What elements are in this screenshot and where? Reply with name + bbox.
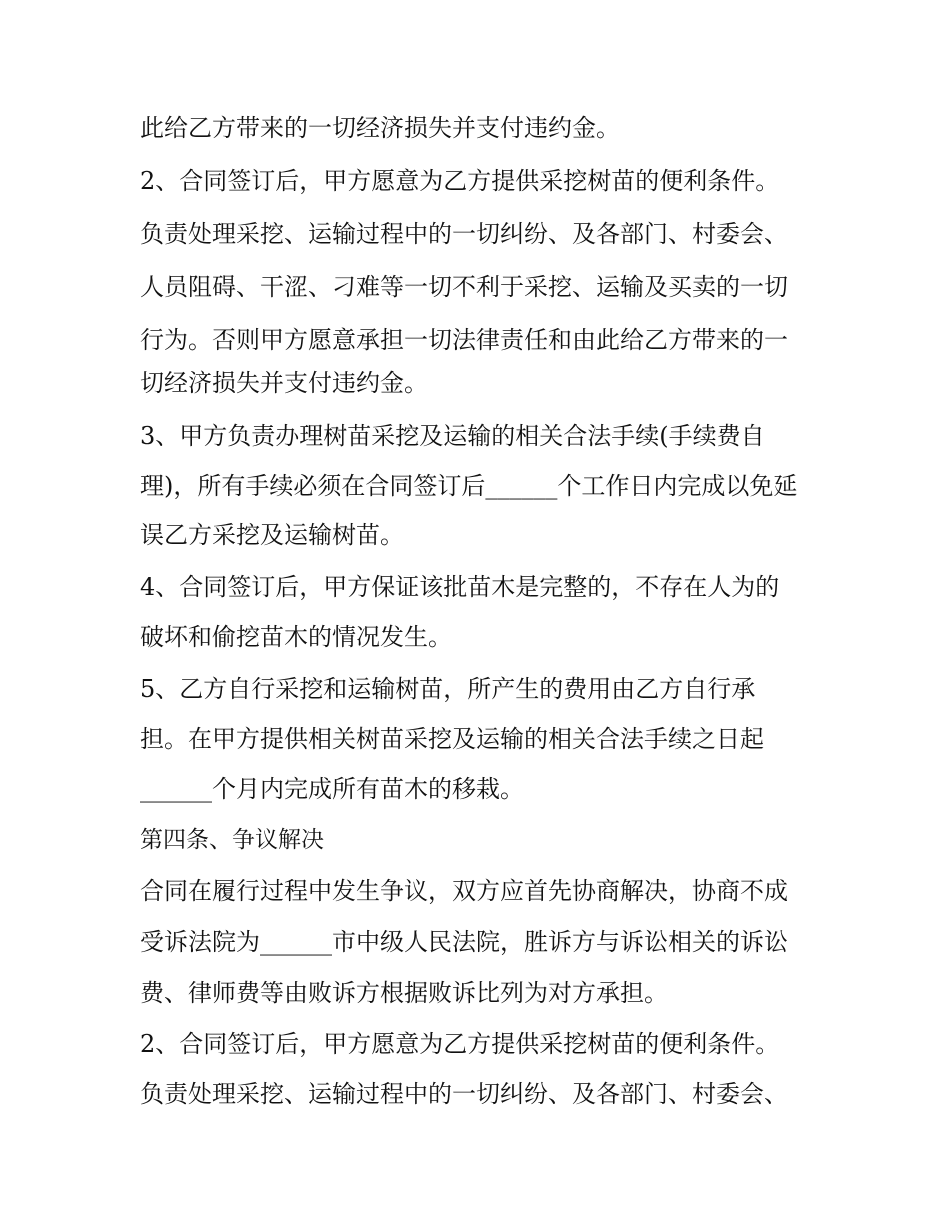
- text-line: 此给乙方带来的一切经济损失并支付违约金。: [140, 114, 620, 142]
- text-line: 3、甲方负责办理树苗采挖及运输的相关合法手续(手续费自: [140, 422, 765, 450]
- text-line: 切经济损失并支付违约金。: [140, 369, 428, 397]
- text-line: 负责处理采挖、运输过程中的一切纠纷、及各部门、村委会、: [140, 220, 788, 248]
- text-line: 负责处理采挖、运输过程中的一切纠纷、及各部门、村委会、: [140, 1080, 788, 1108]
- text-line: 4、合同签订后，甲方保证该批苗木是完整的，不存在人为的: [140, 573, 780, 601]
- text-line: 2、合同签订后，甲方愿意为乙方提供采挖树苗的便利条件。: [140, 1030, 780, 1058]
- text-line: 破坏和偷挖苗木的情况发生。: [140, 623, 452, 651]
- text-line: 受诉法院为______市中级人民法院，胜诉方与诉讼相关的诉讼: [140, 928, 788, 956]
- text-line: 合同在履行过程中发生争议，双方应首先协商解决，协商不成: [140, 877, 788, 905]
- text-line: 误乙方采挖及运输树苗。: [140, 521, 404, 549]
- section-heading: 第四条、争议解决: [140, 827, 324, 853]
- text-line: ______个月内完成所有苗木的移栽。: [140, 775, 524, 803]
- text-line: 行为。否则甲方愿意承担一切法律责任和由此给乙方带来的一: [140, 326, 788, 354]
- text-line: 担。在甲方提供相关树苗采挖及运输的相关合法手续之日起: [140, 725, 764, 753]
- text-line: 理)，所有手续必须在合同签订后______个工作日内完成以免延: [140, 472, 798, 500]
- text-line: 5、乙方自行采挖和运输树苗，所产生的费用由乙方自行承: [140, 675, 756, 703]
- text-line: 2、合同签订后，甲方愿意为乙方提供采挖树苗的便利条件。: [140, 167, 780, 195]
- text-line: 人员阻碍、干涩、刁难等一切不利于采挖、运输及买卖的一切: [140, 273, 788, 301]
- text-line: 费、律师费等由败诉方根据败诉比列为对方承担。: [140, 979, 668, 1007]
